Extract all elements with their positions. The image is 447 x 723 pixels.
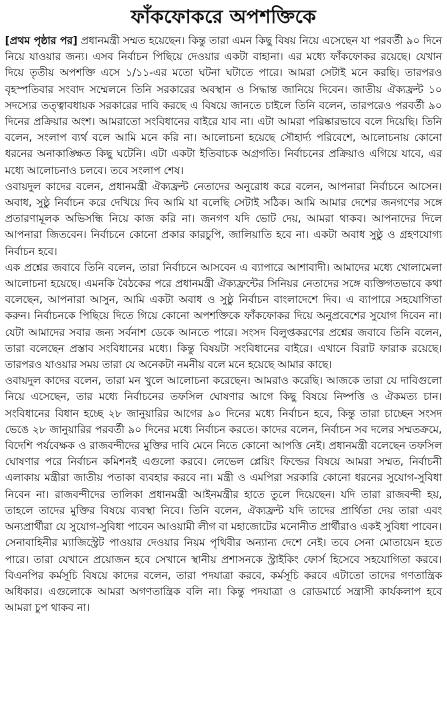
headline: ফাঁকফোকরে অপশক্তিকে: [130, 6, 317, 28]
paragraph-1: [5, 33, 442, 179]
paragraph-1-text: প্রধানমন্ত্রী সম্মত হয়েছেন। কিন্তু তারা এমন কিছু বিষয় নিয়ে এসেছেন যা পরবর্তী ৯০ দিনে নিয়ে যাওয়ার জন্য। এসব নির্বাচন পিছিয়ে দেওয়ার একটা বাহানা। এর মধ্যে ফাঁকফোকর রয়েছে। যেখান দিয়ে তৃতীয় অপশক্তি এসে ১/১১-এর মতো ঘটনা ঘটাতে পারে। আমরা সেটাই মনে করছি। তারপরও বৃহস্পতিবার সংবাদ সম্মেলনে তিনি সরকারের অবস্থান ও সিদ্ধান্ত জানিয়ে দিবেন। জাতীয় ঐক্যফ্রন্ট ১০ সদস্যের তত্ত্বাবধায়ক সরকারের দাবি করছে এ বিষয়ে জানতে চাইলে তিনি বলেন, তারপরেও পরবর্তী ৯০ দিনের প্রক্রিয়ার অংশ। আমরাতো সংবিধানের বাইরে যাব না। এটা আমরা পরিষ্কারভাবে বলে দিয়েছি। তিনি বলেন, সংলাপ ব্যর্থ বলে আমি মনে করি না। আলোচনা হয়েছে সৌহার্দ্য পরিবেশে, আলোচনায় কোনো ধরনের অনাকাঙ্ক্ষিত কিছু ঘটেনি। এটা একটা ইতিবাচক অগ্রগতি। নির্বাচনের প্রক্রিয়াও এগিয়ে যাবে, এর মধ্যে আলোচনাও চলবে। তবে সংলাপ শেষ।: [5, 35, 442, 177]
paragraph-5: সেনাবাহিনীর ম্যাজিস্ট্রেট পাওয়ার দেওয়ার নিয়ম পৃথিবীর অন্যান্য দেশে নেই। তবে সেনা মোতায়েন হতে পারে। তারা যেখানে প্রয়োজন হবে সেখানে স্থানীয় প্রশাসনকে স্ট্রাইকিং ফোর্স হিসেবে সহযোগিতা করবে। বিএনপির কর্মসূচি বিষয়ে কাদের বলেন, তারা পদযাত্রা করবে, কর্মসূচি করবে এটাতো তাদের গণতান্ত্রিক অধিকার। এগুলোকে আমরা অগণতান্ত্রিক বলি না। কিন্তু পদযাত্রা ও রোডমার্চে সন্ত্রাসী কার্যকলাপ হবে আমরা চুপ থাকব না।: [5, 537, 442, 615]
paragraph-3: এক প্রশ্নের জবাবে তিনি বলেন, তারা নির্বাচনে আসবেন এ ব্যাপারে আশাবাদী। আমাদের মধ্যে খোলামেলা আলোচনা হয়েছে। এমনকি বৈঠকের পরে প্রধানমন্ত্রী ঐক্যফ্রন্টের সিনিয়র নেতাদের সঙ্গে ব্যক্তিগতভাবে কথা বলেছেন, আপনারা আসুন, আমি একটা অবাধ ও সুষ্ঠু নির্বাচন বাংলাদেশে দিব। এ ব্যাপারে সহযোগিতা করুন। নির্বাচনকে পিছিয়ে দিতে গিয়ে কোনো অপশক্তিকে ফাঁকফোকর দিয়ে অনুপ্রবেশের সুযোগ দিবেন না। যেটা আমাদের সবার জন্য সর্বনাশ ডেকে আনতে পারে। সংসদ বিলুপ্তকরণের প্রশ্নের জবাবে তিনি বলেন, তারা বলেছেন প্রস্তাব সংবিধানের মধ্যে। কিন্তু বিষয়টা সংবিধানের বাইরে। এখানে বিরাট ফারাক রয়েছে। তারপরও যাওয়ার সময় তারা যে অনেকটা নমনীয় বলে মনে হয়েছে আমার কাছে।: [5, 261, 442, 372]
article-body: [5, 33, 442, 616]
paragraph-4: ওবায়দুল কাদের বলেন, তারা মন খুলে আলোচনা করেছেন। আমরাও করেছি। আজকে তারা যে দাবিগুলো নিয়ে এসেছেন, তার মধ্যে নির্বাচনের তফসিল ঘোষণার আগে কিছু বিষয়ে নিষ্পত্তি ও ঐকমত্য চান। সংবিধানের বিধান হচ্ছে ২৮ জানুয়ারির আগের ৯০ দিনের মধ্যে নির্বাচন হবে, কিন্তু তারা চাচ্ছেন সংসদ ভেঙে ২৮ জানুয়ারির পরবর্তী ৯০ দিনের মধ্যে নির্বাচন করতে। কাদের বলেন, নির্বাচন সব দলের সম্মতক্রমে, বিদেশি পর্যবেক্ষক ও রাজবন্দীদের মুক্তির দাবি মেনে নিতে কোনো আপত্তি নেই। প্রধানমন্ত্রী বলেছেন তফসিল ঘোষণার পরে নির্বাচন কমিশনই এগুলো করবে। লেভেল প্লেয়িং ফিল্ডের বিষয়ে আমরা সম্মত, নির্বাচনী এলাকায় মন্ত্রীরা জাতীয় পতাকা ব্যবহার করবে না। মন্ত্রী ও এমপিরা সরকারি কোনো ধরনের সুযোগ-সুবিধা নিবেন না। রাজবন্দীদের তালিকা প্রধানমন্ত্রী আইনমন্ত্রীর হাতে তুলে দিয়েছেন। যদি তারা রাজবন্দী হয়, তাহলে তাদের মুক্তির বিষয়ে ব্যবস্থা নিবে। তিনি বলেন, ঐক্যফ্রন্ট যদি তাদের প্রার্থিতা দেয় তারা এবং অন্যপ্রার্থীরা যে সুযোগ-সুবিধা পাবেন আওয়ামী লীগ বা মহাজোটের মনোনীত প্রার্থীরাও একই সুবিধা পাবেন।: [5, 375, 442, 534]
paragraph-2: ওবায়দুল কাদের বলেন, প্রধানমন্ত্রী ঐক্যফ্রন্ট নেতাদের অনুরোধ করে বলেন, আপনারা নির্বাচনে আসেন। অবাধ, সুষ্ঠু নির্বাচন করে দেখিয়ে দিব আমি যা বলেছি সেটাই সঠিক। আমি আমার দেশের জনগণের সঙ্গে প্রতারণামূলক অভিসন্ধি নিয়ে কাজ করি না। জনগণ যদি ভোট দেয়, আমরা থাকব। আপনাদের দিলে আপনারা জিতবেন। নির্বাচনে কোনো প্রকার কারচুপি, জালিয়াতি হবে না। একটা অবাধ সুষ্ঠু ও গ্রহণযোগ্য নির্বাচন হবে।: [5, 180, 442, 258]
continued-label: [প্রথম পৃষ্ঠার পর]: [5, 35, 78, 47]
